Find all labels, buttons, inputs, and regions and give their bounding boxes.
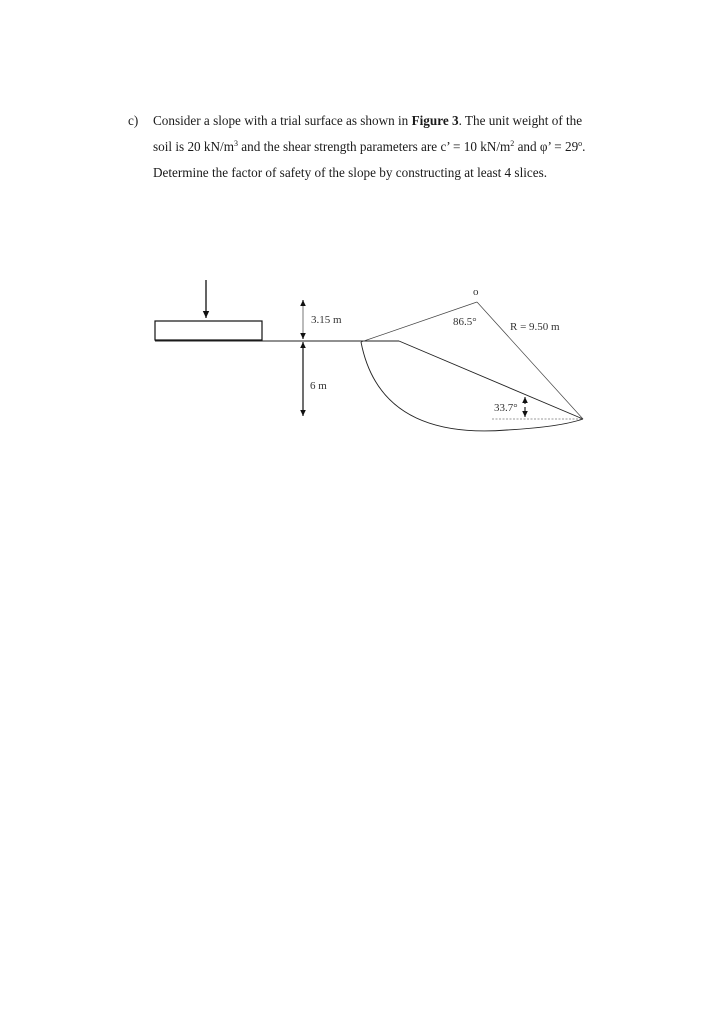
- question-text: soil is 20 kN/m: [153, 139, 234, 154]
- superscript: o: [578, 139, 583, 148]
- slope-face: [399, 341, 583, 419]
- question-label: c): [128, 113, 139, 128]
- center-label: o: [473, 286, 479, 298]
- question-line-3: Determine the factor of safety of the slope by constructing at least 4 slices.: [153, 165, 548, 180]
- height-label-top: 3.15 m: [311, 314, 342, 326]
- superscript: 2: [510, 139, 515, 148]
- question-text: .: [582, 139, 586, 154]
- center-angle-label: 86.5°: [453, 316, 477, 328]
- radius-label: R = 9.50 m: [510, 321, 560, 333]
- superscript: 3: [233, 139, 238, 148]
- footing: [155, 321, 262, 340]
- radius-line-right: [477, 302, 583, 419]
- question-text: . The unit weight of the: [458, 113, 583, 128]
- question-text: and the shear strength parameters are c’ = 10 kN/m: [237, 139, 511, 154]
- figure-reference: Figure 3: [411, 113, 459, 128]
- trial-slip-surface: [361, 342, 583, 431]
- question-text: Consider a slope with a trial surface as shown in: [153, 113, 412, 128]
- slope-angle-label: 33.7°: [494, 402, 518, 414]
- height-label-bottom: 6 m: [310, 380, 327, 392]
- question-text: and φ’ = 29: [514, 139, 579, 154]
